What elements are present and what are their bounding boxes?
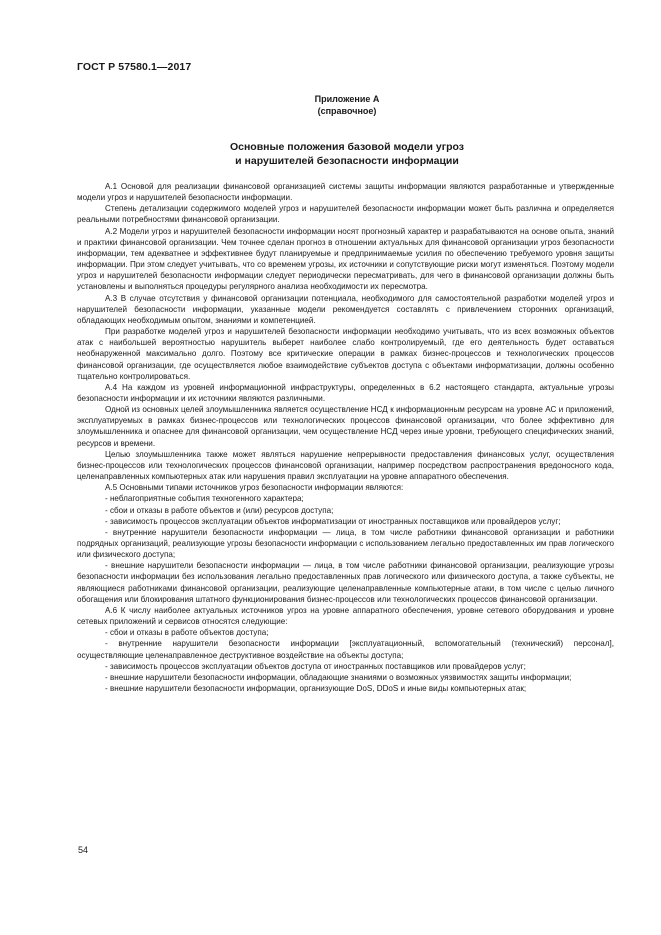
paragraph: Целью злоумышленника также может являться нарушение непрерывности предоставления финансовых услуг, осуществления бизнес-процессов или технологических процессов финансовой организации, например посредством распространения вредоносного кода, целенаправленных компьютерных атак или нарушения правил эксплуатации на уровне аппаратного обеспечения. [77,449,614,482]
title-line-1: Основные положения базовой модели угроз [229,141,465,153]
paragraph: А.3 В случае отсутствия у финансовой организации потенциала, необходимого для самостоятельной разработки моделей угроз и нарушителей безопасности информации, указанные модели рекомендуется составлять с привлечением сторонних организаций, обладающих необходимым опытом, знаниями и компетенцией. [77,293,614,325]
annex-label: Приложение А [314,94,380,104]
title-line-2: и нарушителей безопасности информации [235,155,459,167]
list-item: - внутренние нарушители безопасности информации [эксплуатационный, вспомогательный (технический) персонал], осуществляющие целенаправленное деструктивное воздействие на объекты доступа; [77,639,614,660]
list-item: - неблагоприятные события техногенного характера; [105,494,304,504]
paragraph: А.4 На каждом из уровней информационной инфраструктуры, определенных в 6.2 настоящего стандарта, актуальные угрозы безопасности информации и их источники являются различными. [77,382,614,403]
body-text [77,181,614,694]
paragraph: А.6 К числу наиболее актуальных источников угроз на уровне аппаратного обеспечения, уровне сетевого оборудования и уровне сетевых приложений и сервисов относятся следующие: [77,605,614,627]
paragraph: Одной из основных целей злоумышленника является осуществление НСД к информационным ресурсам на уровне АС и приложений, эксплуатируемых в рамках бизнес-процессов или технологических процессов финансовой организации, что более эффективно для злоумышленника и опаснее для финансовой организации, чем осуществление НСД через иные уровни, требующего специфических знаний, ресурсов и времени. [77,405,614,448]
section-title [77,140,617,168]
list-item: - сбои и отказы в работе объектов доступа; [105,628,269,638]
page-number: 54 [78,845,89,855]
list-item: - зависимость процессов эксплуатации объектов информатизации от иностранных поставщиков или провайдеров услуг; [105,516,561,526]
list-item: - внутренние нарушители безопасности информации — лица, в том числе работники финансовой организации и работники подрядных организаций, реализующие угрозы безопасности информации с использованием легально предоставленных им прав логического или физического доступа; [77,527,614,560]
list-item: - внешние нарушители безопасности информации, организующие DoS, DDoS и иные виды компьютерных атак; [105,684,527,694]
annex-kind: (справочное) [317,106,377,116]
list-item: - сбои и отказы в работе объектов и (или) ресурсов доступа; [105,505,334,515]
annex-heading [77,93,617,117]
standard-header: ГОСТ Р 57580.1—2017 [77,61,192,73]
list-item: - внешние нарушители безопасности информации — лица, в том числе работники финансовой организации, реализующие угрозы безопасности информации без использования легально предоставленных прав логического или физического доступа, а также субъекты, не являющиеся работниками финансовой организации, реализующие целенаправленные компьютерные атаки, в том числе с целью личного обогащения или блокирования штатного функционирования бизнес-процессов или технологических процессов финансовой организации. [77,561,614,604]
list-item: - зависимость процессов эксплуатации объектов доступа от иностранных поставщиков или провайдеров услуг; [105,661,526,671]
paragraph: А.2 Модели угроз и нарушителей безопасности информации носят прогнозный характер и разрабатываются на основе опыта, знаний и практики финансовой организации. Чем точнее сделан прогноз в отношении актуальных для финансовой организации угроз безопасности информации, тем адекватнее и эффективнее будут планируемые и предпринимаемые усилия по обеспечению требуемого уровня защиты информации. При этом следует учитывать, что со временем угрозы, их источники и сопутствующие риски могут изменяться. Поэтому модели угроз и нарушителей безопасности информации следует периодически пересматривать, для чего в финансовой организации должны быть установлены и выполняться процедуры регулярного анализа необходимости их пересмотра. [77,226,614,292]
list-item: - внешние нарушители безопасности информации, обладающие знаниями о возможных уязвимостях защиты информации; [105,672,572,682]
paragraph: При разработке моделей угроз и нарушителей безопасности информации необходимо учитывать, что из всех возможных объектов атак с наибольшей вероятностью нарушитель выберет наиболее слабо контролируемый, где его деятельность будет оставаться необнаруженной максимально долго. Поэтому все критические операции в рамках бизнес-процессов и технологических процессов финансовой организации, где осуществляется любое взаимодействие субъектов доступа с объектами информатизации, должны особенно тщательно контролироваться. [77,327,614,381]
paragraph: Степень детализации содержимого моделей угроз и нарушителей безопасности информации может быть различна и определяется реальными потребностями финансовой организации. [77,204,614,225]
paragraph: А.5 Основными типами источников угроз безопасности информации являются: [105,483,404,493]
paragraph: А.1 Основой для реализации финансовой организацией системы защиты информации являются разработанные и утвержденные модели угроз и нарушителей безопасности информации. [77,182,614,203]
